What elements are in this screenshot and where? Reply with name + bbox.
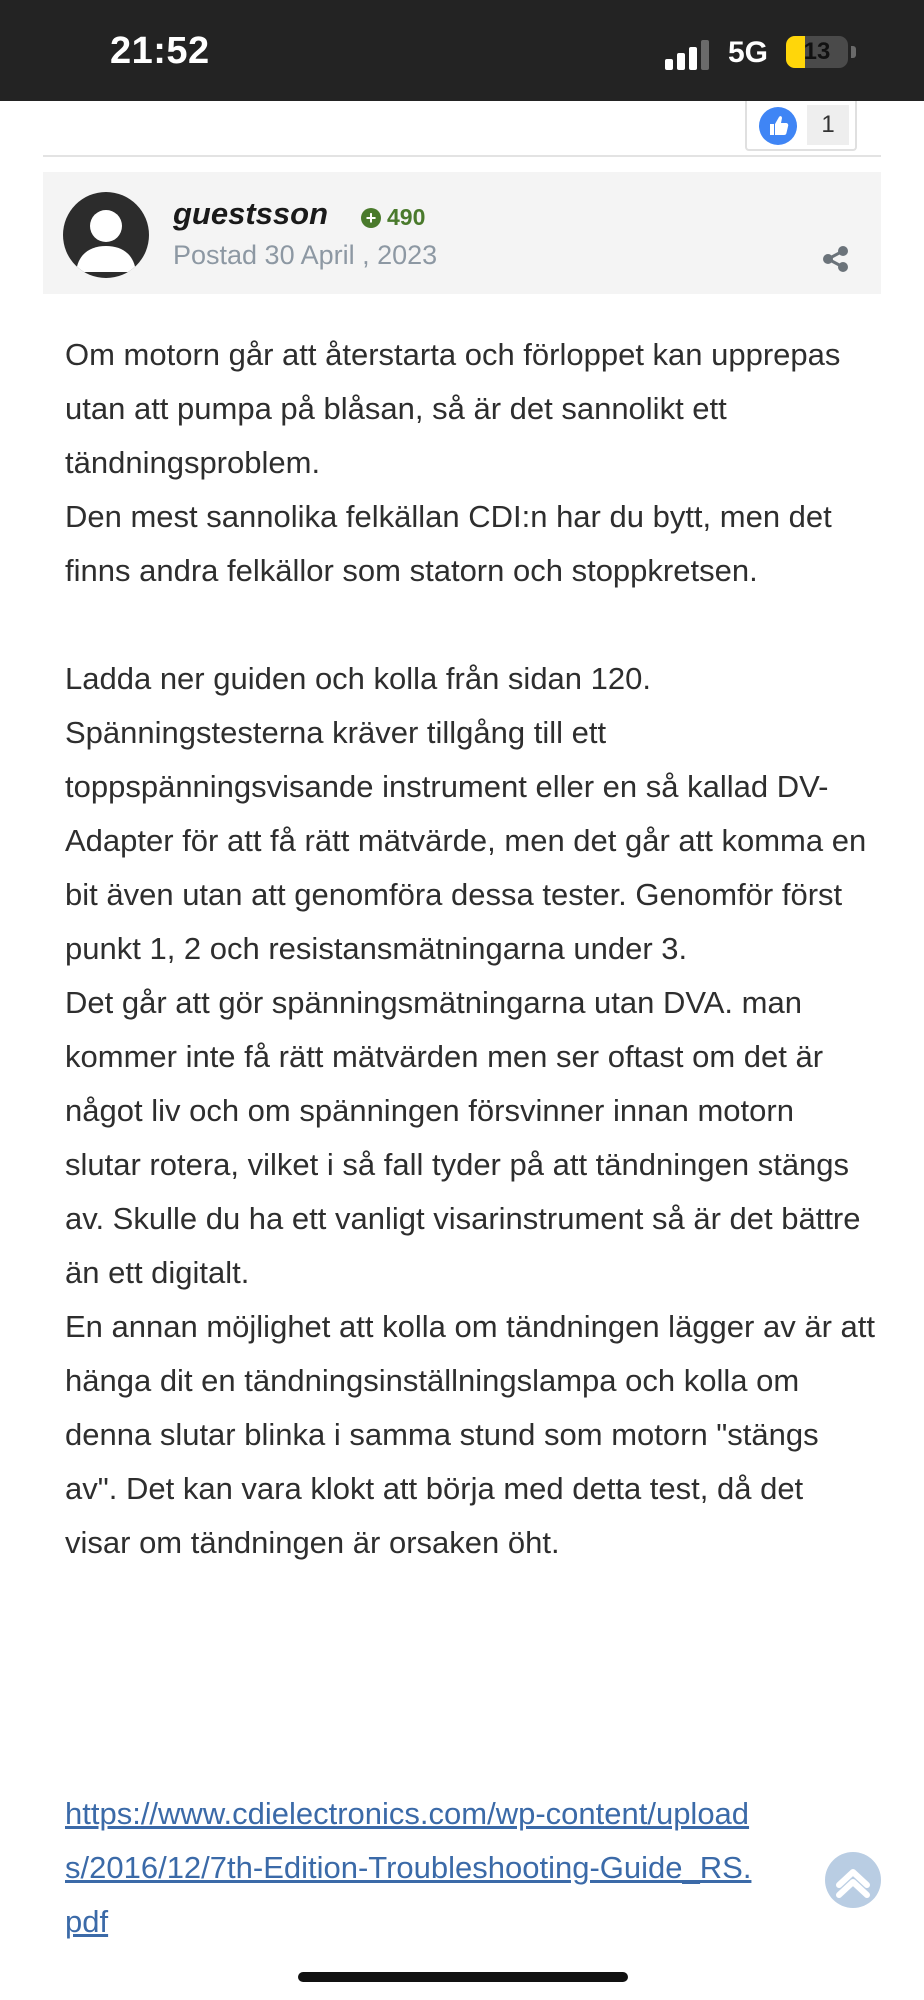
default-avatar-icon[interactable] (63, 192, 149, 278)
post-paragraph: En annan möjlighet att kolla om tändningen lägger av är att hänga dit en tändningsinställningslampa och kolla om denna slutar blinka i samma stund som motorn "stängs av". Det kan vara klokt att börja med detta test, då det visar om tändningen är orsaken öht. (65, 1309, 875, 1560)
status-bar (0, 0, 924, 101)
post-paragraph-empty (65, 1570, 875, 1624)
home-indicator[interactable] (298, 1972, 628, 1982)
battery-level: 13 (803, 38, 831, 65)
reaction-summary[interactable] (745, 101, 857, 151)
status-time: 21:52 (110, 30, 210, 72)
cellular-signal-icon (665, 40, 713, 70)
post-paragraph-empty (65, 598, 875, 652)
thumbs-up-icon (759, 107, 797, 145)
post-paragraph: Ladda ner guiden och kolla från sidan 120. Spänningstesterna kräver tillgång till ett toppspänningsvisande instrument eller en så kallad DV-Adapter för att få rätt mätvärde, men det går att komma en bit även utan att genomföra dessa tester. Genomför först punkt 1, 2 och resistansmätningarna under 3. (65, 661, 867, 966)
battery-icon (786, 36, 848, 68)
scroll-to-top-button[interactable] (825, 1852, 881, 1908)
post-paragraph: Det går att gör spänningsmätningarna utan DVA. man kommer inte få rätt mätvärden men ser oftast om det är något liv och om spänningen försvinner innan motorn slutar rotera, vilket i så fall tyder på att tändningen stängs av. Skulle du ha ett vanligt visarinstrument så är det bättre än ett digitalt. (65, 985, 861, 1290)
post-paragraph: Om motorn går att återstarta och förloppet kan upprepas utan att pumpa på blåsan, så är det sannolikt ett tändningsproblem. (65, 337, 841, 480)
reaction-count: 1 (807, 105, 849, 145)
chevron-up-icon (825, 1852, 881, 1908)
post-author-header (43, 172, 881, 294)
post-content (65, 328, 875, 1624)
author-name[interactable]: guestsson (173, 196, 329, 231)
battery-tip (851, 46, 856, 58)
network-type: 5G (728, 36, 769, 69)
post-paragraph: Den mest sannolika felkällan CDI:n har du bytt, men det finns andra felkällor som statorn och stoppkretsen. (65, 499, 832, 588)
post-date: Postad 30 April , 2023 (173, 240, 438, 270)
troubleshooting-guide-link[interactable]: https://www.cdielectronics.com/wp-content/uploads/2016/12/7th-Edition-Troubleshooting-Guide_RS.pdf (65, 1796, 752, 1939)
plus-circle-icon: + (361, 208, 381, 228)
reputation-badge (361, 204, 425, 231)
share-icon[interactable] (821, 244, 851, 274)
reputation-value: 490 (387, 204, 426, 230)
